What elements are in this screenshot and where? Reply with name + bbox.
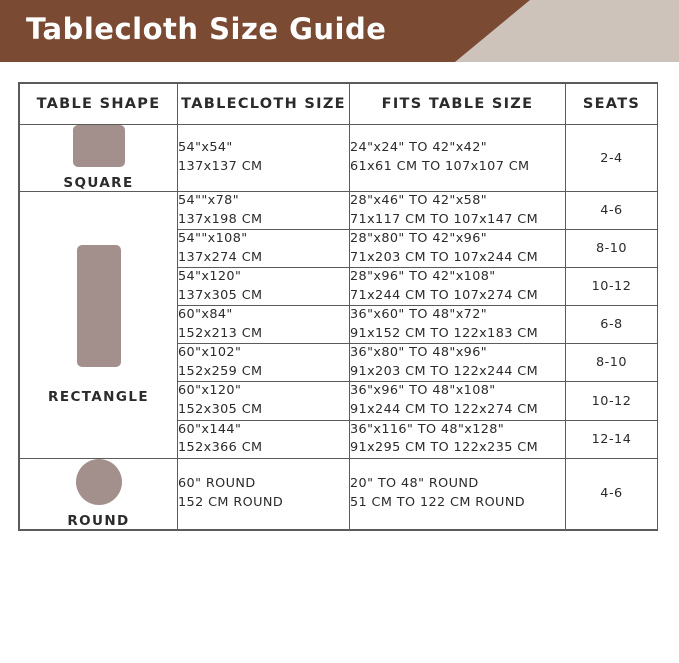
cell-tablecloth-size	[178, 268, 350, 306]
cell-seats: 10-12	[566, 382, 658, 420]
size-inches: 54"x54"	[178, 140, 233, 156]
size-inches: 60"x144"	[178, 421, 242, 437]
table-row	[20, 458, 658, 529]
cell-tablecloth-size	[178, 125, 350, 192]
circle-swatch-icon	[76, 459, 122, 505]
size-cm: 137x198 CM	[178, 211, 263, 227]
cell-seats: 12-14	[566, 420, 658, 458]
fits-cm: 91x203 CM TO 122x244 CM	[350, 363, 539, 379]
size-inches: 54"x120"	[178, 269, 242, 285]
size-cm: 152 CM ROUND	[178, 494, 284, 510]
cell-seats: 8-10	[566, 230, 658, 268]
cell-seats: 10-12	[566, 268, 658, 306]
cell-tablecloth-size	[178, 420, 350, 458]
cell-fits-table-size	[350, 382, 566, 420]
size-cm: 152x259 CM	[178, 363, 263, 379]
size-cm: 152x213 CM	[178, 325, 263, 341]
fits-cm: 71x244 CM TO 107x274 CM	[350, 287, 539, 303]
cell-seats: 4-6	[566, 458, 658, 529]
cell-tablecloth-size	[178, 382, 350, 420]
fits-inches: 28"x46" TO 42"x58"	[350, 193, 488, 208]
fits-cm: 71x117 CM TO 107x147 CM	[350, 211, 539, 227]
table-header-row	[20, 84, 658, 125]
size-inches: 54""x78"	[178, 193, 239, 208]
table-row	[20, 125, 658, 192]
size-inches: 60"x102"	[178, 345, 242, 361]
cell-tablecloth-size	[178, 306, 350, 344]
fits-inches: 36"x60" TO 48"x72"	[350, 307, 488, 323]
size-inches: 60"x84"	[178, 307, 233, 323]
fits-cm: 61x61 CM TO 107x107 CM	[350, 159, 530, 174]
shape-cell-square	[20, 125, 178, 192]
fits-inches: 24"x24" TO 42"x42"	[350, 140, 488, 156]
shape-label-rectangle: RECTANGLE	[48, 388, 149, 405]
cell-seats: 2-4	[566, 125, 658, 192]
table-row	[20, 192, 658, 230]
fits-inches: 36"x116" TO 48"x128"	[350, 421, 505, 437]
fits-cm: 71x203 CM TO 107x244 CM	[350, 249, 539, 265]
fits-inches: 36"x80" TO 48"x96"	[350, 345, 488, 361]
fits-cm: 91x295 CM TO 122x235 CM	[350, 440, 539, 456]
size-cm: 137x305 CM	[178, 287, 263, 303]
column-header-fits-table-size: FITS TABLE SIZE	[350, 84, 566, 125]
cell-tablecloth-size	[178, 344, 350, 382]
shape-label-round: ROUND	[67, 512, 130, 529]
fits-cm: 91x244 CM TO 122x274 CM	[350, 402, 539, 418]
cell-fits-table-size	[350, 420, 566, 458]
size-cm: 152x305 CM	[178, 402, 263, 418]
fits-cm: 51 CM TO 122 CM ROUND	[350, 494, 526, 510]
fits-cm: 91x152 CM TO 122x183 CM	[350, 325, 539, 341]
page-title: Tablecloth Size Guide	[26, 12, 387, 46]
shape-label-square: SQUARE	[63, 175, 134, 191]
fits-inches: 36"x96" TO 48"x108"	[350, 383, 496, 399]
column-header-seats: SEATS	[566, 84, 658, 125]
size-inches: 54""x108"	[178, 231, 248, 247]
column-header-tablecloth-size: TABLECLOTH SIZE	[178, 84, 350, 125]
shape-cell-rectangle	[20, 192, 178, 459]
square-swatch-icon	[73, 125, 125, 167]
cell-seats: 6-8	[566, 306, 658, 344]
column-header-table-shape: TABLE SHAPE	[20, 84, 178, 125]
cell-tablecloth-size	[178, 458, 350, 529]
fits-inches: 28"x80" TO 42"x96"	[350, 231, 488, 247]
cell-tablecloth-size	[178, 230, 350, 268]
cell-fits-table-size	[350, 192, 566, 230]
rectangle-swatch-icon	[77, 245, 121, 367]
cell-tablecloth-size	[178, 192, 350, 230]
size-cm: 137x274 CM	[178, 249, 263, 265]
size-inches: 60" ROUND	[178, 476, 256, 492]
cell-seats: 4-6	[566, 192, 658, 230]
cell-fits-table-size	[350, 344, 566, 382]
cell-fits-table-size	[350, 306, 566, 344]
shape-cell-round	[20, 458, 178, 529]
cell-fits-table-size	[350, 458, 566, 529]
size-guide-table	[18, 82, 658, 531]
cell-fits-table-size	[350, 268, 566, 306]
size-inches: 60"x120"	[178, 383, 242, 399]
size-cm: 137x137 CM	[178, 159, 263, 174]
cell-fits-table-size	[350, 125, 566, 192]
fits-inches: 28"x96" TO 42"x108"	[350, 269, 496, 285]
cell-seats: 8-10	[566, 344, 658, 382]
header-banner	[0, 0, 679, 62]
size-cm: 152x366 CM	[178, 440, 263, 456]
fits-inches: 20" TO 48" ROUND	[350, 476, 479, 492]
cell-fits-table-size	[350, 230, 566, 268]
